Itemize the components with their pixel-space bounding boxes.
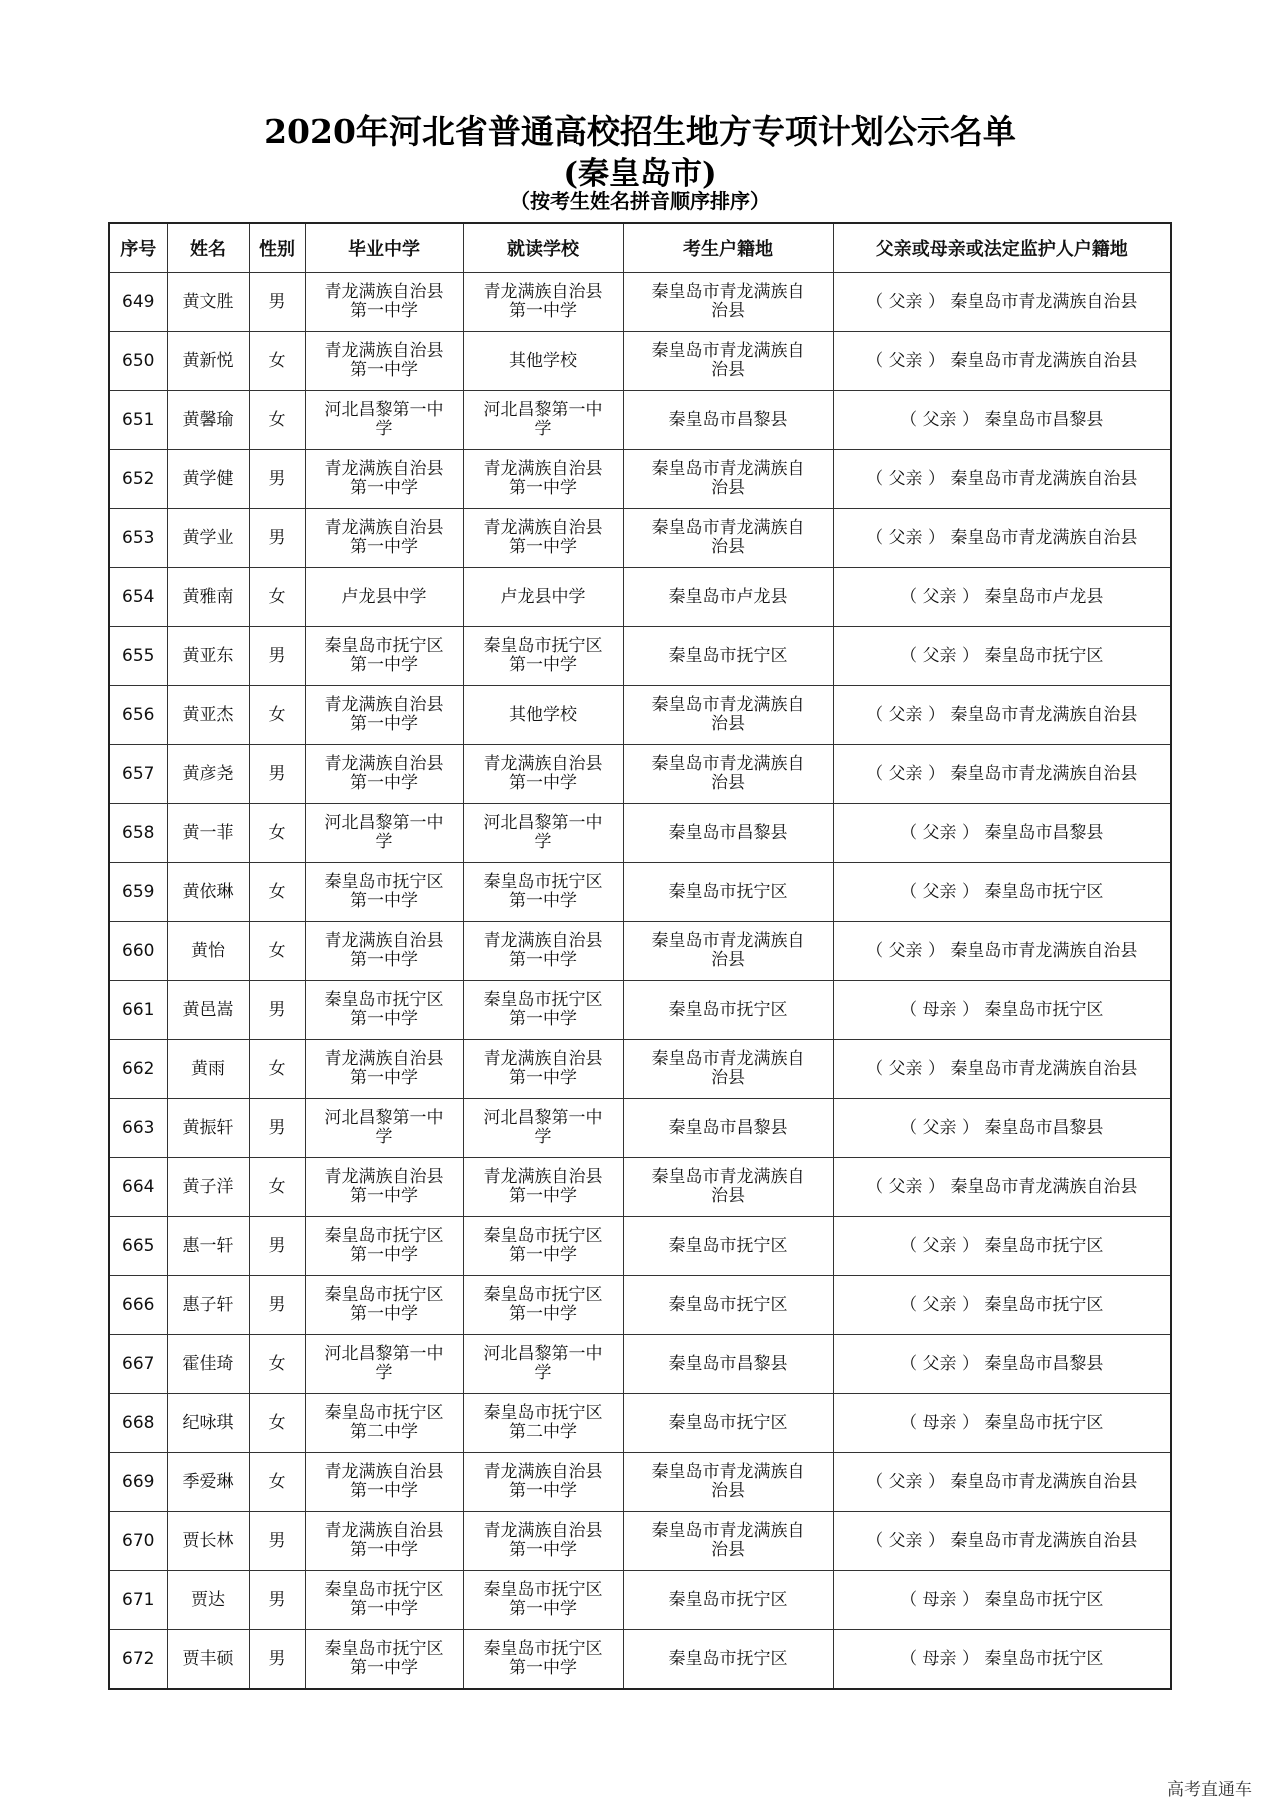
cell-hukou (623, 273, 833, 332)
cell-hukou-text: 秦皇岛市昌黎县 (668, 822, 788, 843)
cell-no: 663 (109, 1099, 167, 1158)
cell-name: 黄振轩 (167, 1099, 249, 1158)
cell-grad-school-text: 青龙满族自治县第一中学 (324, 282, 444, 321)
cell-hukou (623, 509, 833, 568)
cell-gender: 男 (249, 1630, 305, 1690)
cell-grad-school (305, 1099, 463, 1158)
cell-hukou-text: 秦皇岛市昌黎县 (668, 1353, 788, 1374)
cell-guardian: （ 父亲 ） 秦皇岛市青龙满族自治县 (833, 1040, 1171, 1099)
cell-gender: 女 (249, 1394, 305, 1453)
cell-no: 649 (109, 273, 167, 332)
cell-grad-school-text: 青龙满族自治县第一中学 (324, 1167, 444, 1206)
cell-grad-school (305, 1158, 463, 1217)
cell-guardian: （ 父亲 ） 秦皇岛市卢龙县 (833, 568, 1171, 627)
cell-grad-school-text: 青龙满族自治县第一中学 (324, 754, 444, 793)
cell-guardian: （ 父亲 ） 秦皇岛市抚宁区 (833, 863, 1171, 922)
cell-name: 黄怡 (167, 922, 249, 981)
cell-name: 黄新悦 (167, 332, 249, 391)
cell-grad-school-text: 青龙满族自治县第一中学 (324, 341, 444, 380)
cell-gender: 女 (249, 1158, 305, 1217)
cell-hukou-text: 秦皇岛市抚宁区 (668, 881, 788, 902)
cell-current-school-text: 秦皇岛市抚宁区第一中学 (483, 1639, 603, 1678)
cell-guardian: （ 母亲 ） 秦皇岛市抚宁区 (833, 1394, 1171, 1453)
table-row (109, 450, 1171, 509)
cell-current-school-text: 青龙满族自治县第一中学 (483, 754, 603, 793)
cell-name: 黄雅南 (167, 568, 249, 627)
table-row (109, 332, 1171, 391)
cell-grad-school-text: 秦皇岛市抚宁区第一中学 (324, 636, 444, 675)
cell-name: 惠子轩 (167, 1276, 249, 1335)
cell-current-school (463, 1453, 623, 1512)
header-row (109, 223, 1171, 273)
table-row (109, 1158, 1171, 1217)
cell-grad-school-text: 青龙满族自治县第一中学 (324, 695, 444, 734)
cell-current-school (463, 1630, 623, 1690)
cell-guardian: （ 母亲 ） 秦皇岛市抚宁区 (833, 1630, 1171, 1690)
cell-guardian: （ 父亲 ） 秦皇岛市昌黎县 (833, 391, 1171, 450)
cell-name: 贾丰硕 (167, 1630, 249, 1690)
cell-gender: 男 (249, 745, 305, 804)
cell-grad-school-text: 河北昌黎第一中学 (324, 1108, 444, 1147)
header-grad-school: 毕业中学 (305, 223, 463, 273)
cell-gender: 男 (249, 450, 305, 509)
cell-hukou-text: 秦皇岛市抚宁区 (668, 999, 788, 1020)
cell-guardian: （ 父亲 ） 秦皇岛市青龙满族自治县 (833, 1512, 1171, 1571)
cell-hukou (623, 1453, 833, 1512)
watermark-text: 高考直通车 (1167, 1780, 1252, 1800)
cell-no: 664 (109, 1158, 167, 1217)
cell-current-school-text: 秦皇岛市抚宁区第一中学 (483, 990, 603, 1029)
cell-current-school (463, 273, 623, 332)
cell-grad-school (305, 273, 463, 332)
cell-no: 656 (109, 686, 167, 745)
cell-no: 658 (109, 804, 167, 863)
cell-hukou-text: 秦皇岛市抚宁区 (668, 1589, 788, 1610)
table-row (109, 1394, 1171, 1453)
cell-current-school (463, 1040, 623, 1099)
cell-current-school (463, 1571, 623, 1630)
cell-current-school (463, 922, 623, 981)
table-row (109, 1630, 1171, 1690)
cell-hukou (623, 922, 833, 981)
cell-current-school (463, 391, 623, 450)
cell-current-school-text: 卢龙县中学 (500, 586, 586, 607)
cell-hukou-text: 秦皇岛市青龙满族自治县 (651, 518, 805, 557)
cell-hukou-text: 秦皇岛市青龙满族自治县 (651, 1462, 805, 1501)
cell-current-school-text: 青龙满族自治县第一中学 (483, 459, 603, 498)
cell-name: 黄学健 (167, 450, 249, 509)
cell-current-school-text: 其他学校 (509, 704, 577, 725)
cell-name: 黄依琳 (167, 863, 249, 922)
cell-hukou (623, 686, 833, 745)
cell-current-school (463, 1335, 623, 1394)
cell-grad-school-text: 河北昌黎第一中学 (324, 1344, 444, 1383)
document-title: 2020年河北省普通高校招生地方专项计划公示名单 (264, 112, 1016, 151)
cell-hukou-text: 秦皇岛市抚宁区 (668, 645, 788, 666)
table-row (109, 1335, 1171, 1394)
cell-grad-school (305, 1512, 463, 1571)
cell-gender: 男 (249, 273, 305, 332)
cell-no: 650 (109, 332, 167, 391)
cell-current-school-text: 秦皇岛市抚宁区第一中学 (483, 1285, 603, 1324)
cell-grad-school-text: 河北昌黎第一中学 (324, 813, 444, 852)
table-row (109, 686, 1171, 745)
cell-current-school-text: 河北昌黎第一中学 (483, 400, 603, 439)
cell-hukou (623, 1217, 833, 1276)
cell-grad-school (305, 745, 463, 804)
cell-no: 653 (109, 509, 167, 568)
cell-gender: 女 (249, 863, 305, 922)
cell-guardian: （ 父亲 ） 秦皇岛市青龙满族自治县 (833, 922, 1171, 981)
cell-current-school-text: 秦皇岛市抚宁区第二中学 (483, 1403, 603, 1442)
header-no: 序号 (109, 223, 167, 273)
cell-gender: 男 (249, 981, 305, 1040)
cell-name: 黄彦尧 (167, 745, 249, 804)
cell-current-school (463, 568, 623, 627)
cell-hukou (623, 1158, 833, 1217)
cell-hukou-text: 秦皇岛市昌黎县 (668, 409, 788, 430)
cell-hukou (623, 1335, 833, 1394)
cell-current-school-text: 河北昌黎第一中学 (483, 1344, 603, 1383)
cell-name: 贾长林 (167, 1512, 249, 1571)
roster-body (109, 273, 1171, 1690)
cell-gender: 女 (249, 922, 305, 981)
cell-hukou (623, 1040, 833, 1099)
cell-gender: 女 (249, 1453, 305, 1512)
cell-no: 651 (109, 391, 167, 450)
table-row (109, 509, 1171, 568)
cell-name: 黄雨 (167, 1040, 249, 1099)
cell-grad-school (305, 1394, 463, 1453)
cell-guardian: （ 父亲 ） 秦皇岛市青龙满族自治县 (833, 332, 1171, 391)
cell-guardian: （ 父亲 ） 秦皇岛市青龙满族自治县 (833, 1453, 1171, 1512)
cell-grad-school-text: 秦皇岛市抚宁区第一中学 (324, 1639, 444, 1678)
cell-hukou (623, 568, 833, 627)
cell-no: 661 (109, 981, 167, 1040)
table-row (109, 745, 1171, 804)
cell-grad-school (305, 332, 463, 391)
cell-grad-school (305, 686, 463, 745)
cell-hukou (623, 981, 833, 1040)
cell-grad-school (305, 1040, 463, 1099)
cell-current-school-text: 青龙满族自治县第一中学 (483, 282, 603, 321)
cell-hukou (623, 745, 833, 804)
cell-grad-school-text: 秦皇岛市抚宁区第一中学 (324, 872, 444, 911)
cell-no: 671 (109, 1571, 167, 1630)
cell-grad-school-text: 青龙满族自治县第一中学 (324, 459, 444, 498)
cell-name: 贾达 (167, 1571, 249, 1630)
cell-name: 黄文胜 (167, 273, 249, 332)
cell-name: 纪咏琪 (167, 1394, 249, 1453)
cell-no: 668 (109, 1394, 167, 1453)
cell-gender: 男 (249, 1276, 305, 1335)
table-row (109, 1217, 1171, 1276)
cell-hukou-text: 秦皇岛市抚宁区 (668, 1235, 788, 1256)
cell-gender: 男 (249, 1099, 305, 1158)
cell-current-school (463, 686, 623, 745)
cell-no: 669 (109, 1453, 167, 1512)
cell-current-school (463, 1158, 623, 1217)
cell-current-school (463, 804, 623, 863)
cell-name: 霍佳琦 (167, 1335, 249, 1394)
cell-hukou-text: 秦皇岛市青龙满族自治县 (651, 931, 805, 970)
cell-no: 665 (109, 1217, 167, 1276)
cell-gender: 男 (249, 627, 305, 686)
cell-no: 652 (109, 450, 167, 509)
table-row (109, 1571, 1171, 1630)
cell-name: 黄亚东 (167, 627, 249, 686)
cell-hukou (623, 1099, 833, 1158)
cell-no: 670 (109, 1512, 167, 1571)
cell-grad-school (305, 1453, 463, 1512)
cell-grad-school (305, 1335, 463, 1394)
cell-gender: 女 (249, 391, 305, 450)
cell-current-school-text: 秦皇岛市抚宁区第一中学 (483, 1226, 603, 1265)
cell-name: 黄学业 (167, 509, 249, 568)
table-row (109, 922, 1171, 981)
cell-grad-school-text: 卢龙县中学 (341, 586, 427, 607)
cell-current-school (463, 863, 623, 922)
cell-hukou-text: 秦皇岛市青龙满族自治县 (651, 282, 805, 321)
cell-guardian: （ 父亲 ） 秦皇岛市青龙满族自治县 (833, 745, 1171, 804)
cell-hukou-text: 秦皇岛市抚宁区 (668, 1294, 788, 1315)
cell-no: 666 (109, 1276, 167, 1335)
header-hukou: 考生户籍地 (623, 223, 833, 273)
cell-grad-school (305, 568, 463, 627)
table-row (109, 981, 1171, 1040)
cell-gender: 女 (249, 804, 305, 863)
header-gender: 性别 (249, 223, 305, 273)
table-row (109, 804, 1171, 863)
cell-grad-school-text: 秦皇岛市抚宁区第一中学 (324, 990, 444, 1029)
table-row (109, 863, 1171, 922)
table-row (109, 391, 1171, 450)
cell-gender: 女 (249, 568, 305, 627)
table-row (109, 627, 1171, 686)
cell-gender: 女 (249, 1040, 305, 1099)
cell-guardian: （ 母亲 ） 秦皇岛市抚宁区 (833, 981, 1171, 1040)
cell-no: 655 (109, 627, 167, 686)
cell-current-school (463, 1217, 623, 1276)
cell-hukou (623, 1630, 833, 1690)
cell-name: 惠一轩 (167, 1217, 249, 1276)
cell-current-school (463, 1512, 623, 1571)
cell-guardian: （ 父亲 ） 秦皇岛市青龙满族自治县 (833, 509, 1171, 568)
cell-hukou-text: 秦皇岛市青龙满族自治县 (651, 754, 805, 793)
cell-no: 660 (109, 922, 167, 981)
cell-current-school (463, 509, 623, 568)
cell-guardian: （ 父亲 ） 秦皇岛市昌黎县 (833, 804, 1171, 863)
cell-current-school-text: 青龙满族自治县第一中学 (483, 931, 603, 970)
cell-hukou (623, 1512, 833, 1571)
cell-hukou (623, 450, 833, 509)
cell-hukou-text: 秦皇岛市青龙满族自治县 (651, 1049, 805, 1088)
cell-guardian: （ 父亲 ） 秦皇岛市青龙满族自治县 (833, 450, 1171, 509)
cell-name: 黄邑嵩 (167, 981, 249, 1040)
cell-gender: 女 (249, 332, 305, 391)
cell-current-school-text: 青龙满族自治县第一中学 (483, 1521, 603, 1560)
cell-hukou (623, 1571, 833, 1630)
cell-hukou-text: 秦皇岛市抚宁区 (668, 1648, 788, 1669)
cell-no: 659 (109, 863, 167, 922)
cell-grad-school-text: 秦皇岛市抚宁区第一中学 (324, 1580, 444, 1619)
cell-no: 667 (109, 1335, 167, 1394)
table-row (109, 568, 1171, 627)
cell-no: 654 (109, 568, 167, 627)
table-row (109, 1040, 1171, 1099)
cell-name: 黄馨瑜 (167, 391, 249, 450)
cell-current-school-text: 青龙满族自治县第一中学 (483, 1462, 603, 1501)
roster-table (108, 222, 1172, 1690)
cell-hukou-text: 秦皇岛市抚宁区 (668, 1412, 788, 1433)
cell-guardian: （ 父亲 ） 秦皇岛市昌黎县 (833, 1335, 1171, 1394)
cell-current-school (463, 332, 623, 391)
header-guardian: 父亲或母亲或法定监护人户籍地 (833, 223, 1171, 273)
cell-grad-school (305, 981, 463, 1040)
cell-hukou-text: 秦皇岛市昌黎县 (668, 1117, 788, 1138)
cell-current-school-text: 青龙满族自治县第一中学 (483, 1167, 603, 1206)
table-row (109, 1512, 1171, 1571)
cell-hukou (623, 332, 833, 391)
cell-current-school-text: 青龙满族自治县第一中学 (483, 518, 603, 557)
header-current-school: 就读学校 (463, 223, 623, 273)
cell-no: 657 (109, 745, 167, 804)
cell-current-school (463, 1276, 623, 1335)
cell-no: 672 (109, 1630, 167, 1690)
cell-guardian: （ 母亲 ） 秦皇岛市抚宁区 (833, 1571, 1171, 1630)
document-subtitle: (秦皇岛市) (563, 156, 717, 192)
cell-grad-school (305, 391, 463, 450)
cell-current-school-text: 其他学校 (509, 350, 577, 371)
cell-guardian: （ 父亲 ） 秦皇岛市青龙满族自治县 (833, 1158, 1171, 1217)
cell-current-school-text: 秦皇岛市抚宁区第一中学 (483, 872, 603, 911)
cell-grad-school (305, 1630, 463, 1690)
cell-no: 662 (109, 1040, 167, 1099)
cell-current-school (463, 745, 623, 804)
cell-guardian: （ 父亲 ） 秦皇岛市抚宁区 (833, 1276, 1171, 1335)
cell-hukou-text: 秦皇岛市青龙满族自治县 (651, 695, 805, 734)
cell-gender: 女 (249, 1335, 305, 1394)
cell-name: 季爱琳 (167, 1453, 249, 1512)
cell-hukou (623, 804, 833, 863)
cell-grad-school (305, 1571, 463, 1630)
cell-name: 黄一菲 (167, 804, 249, 863)
cell-guardian: （ 父亲 ） 秦皇岛市抚宁区 (833, 627, 1171, 686)
cell-name: 黄亚杰 (167, 686, 249, 745)
cell-hukou-text: 秦皇岛市青龙满族自治县 (651, 459, 805, 498)
cell-hukou (623, 1276, 833, 1335)
cell-current-school (463, 981, 623, 1040)
cell-current-school-text: 秦皇岛市抚宁区第一中学 (483, 1580, 603, 1619)
cell-grad-school-text: 河北昌黎第一中学 (324, 400, 444, 439)
cell-grad-school-text: 青龙满族自治县第一中学 (324, 518, 444, 557)
cell-current-school (463, 627, 623, 686)
cell-name: 黄子洋 (167, 1158, 249, 1217)
cell-guardian: （ 父亲 ） 秦皇岛市昌黎县 (833, 1099, 1171, 1158)
cell-grad-school (305, 627, 463, 686)
cell-current-school (463, 450, 623, 509)
cell-hukou-text: 秦皇岛市青龙满族自治县 (651, 1167, 805, 1206)
table-row (109, 1276, 1171, 1335)
cell-grad-school-text: 青龙满族自治县第一中学 (324, 931, 444, 970)
cell-gender: 女 (249, 686, 305, 745)
cell-current-school (463, 1099, 623, 1158)
cell-grad-school-text: 青龙满族自治县第一中学 (324, 1521, 444, 1560)
cell-gender: 男 (249, 1217, 305, 1276)
cell-gender: 男 (249, 1512, 305, 1571)
cell-hukou (623, 1394, 833, 1453)
cell-gender: 男 (249, 1571, 305, 1630)
cell-grad-school (305, 1217, 463, 1276)
cell-hukou-text: 秦皇岛市卢龙县 (668, 586, 788, 607)
cell-current-school-text: 河北昌黎第一中学 (483, 813, 603, 852)
cell-grad-school-text: 青龙满族自治县第一中学 (324, 1462, 444, 1501)
cell-grad-school-text: 青龙满族自治县第一中学 (324, 1049, 444, 1088)
sort-note: （按考生姓名拼音顺序排序） (510, 189, 770, 213)
cell-current-school (463, 1394, 623, 1453)
cell-guardian: （ 父亲 ） 秦皇岛市青龙满族自治县 (833, 273, 1171, 332)
cell-grad-school (305, 509, 463, 568)
cell-hukou (623, 863, 833, 922)
cell-grad-school (305, 922, 463, 981)
header-name: 姓名 (167, 223, 249, 273)
cell-grad-school (305, 804, 463, 863)
cell-hukou-text: 秦皇岛市青龙满族自治县 (651, 341, 805, 380)
cell-hukou-text: 秦皇岛市青龙满族自治县 (651, 1521, 805, 1560)
cell-hukou (623, 627, 833, 686)
table-row (109, 273, 1171, 332)
cell-grad-school-text: 秦皇岛市抚宁区第二中学 (324, 1403, 444, 1442)
cell-grad-school-text: 秦皇岛市抚宁区第一中学 (324, 1285, 444, 1324)
cell-guardian: （ 父亲 ） 秦皇岛市抚宁区 (833, 1217, 1171, 1276)
cell-gender: 男 (249, 509, 305, 568)
cell-current-school-text: 河北昌黎第一中学 (483, 1108, 603, 1147)
cell-grad-school (305, 450, 463, 509)
cell-hukou (623, 391, 833, 450)
table-row (109, 1453, 1171, 1512)
cell-guardian: （ 父亲 ） 秦皇岛市青龙满族自治县 (833, 686, 1171, 745)
cell-current-school-text: 青龙满族自治县第一中学 (483, 1049, 603, 1088)
table-row (109, 1099, 1171, 1158)
cell-grad-school (305, 1276, 463, 1335)
cell-current-school-text: 秦皇岛市抚宁区第一中学 (483, 636, 603, 675)
cell-grad-school (305, 863, 463, 922)
cell-grad-school-text: 秦皇岛市抚宁区第一中学 (324, 1226, 444, 1265)
